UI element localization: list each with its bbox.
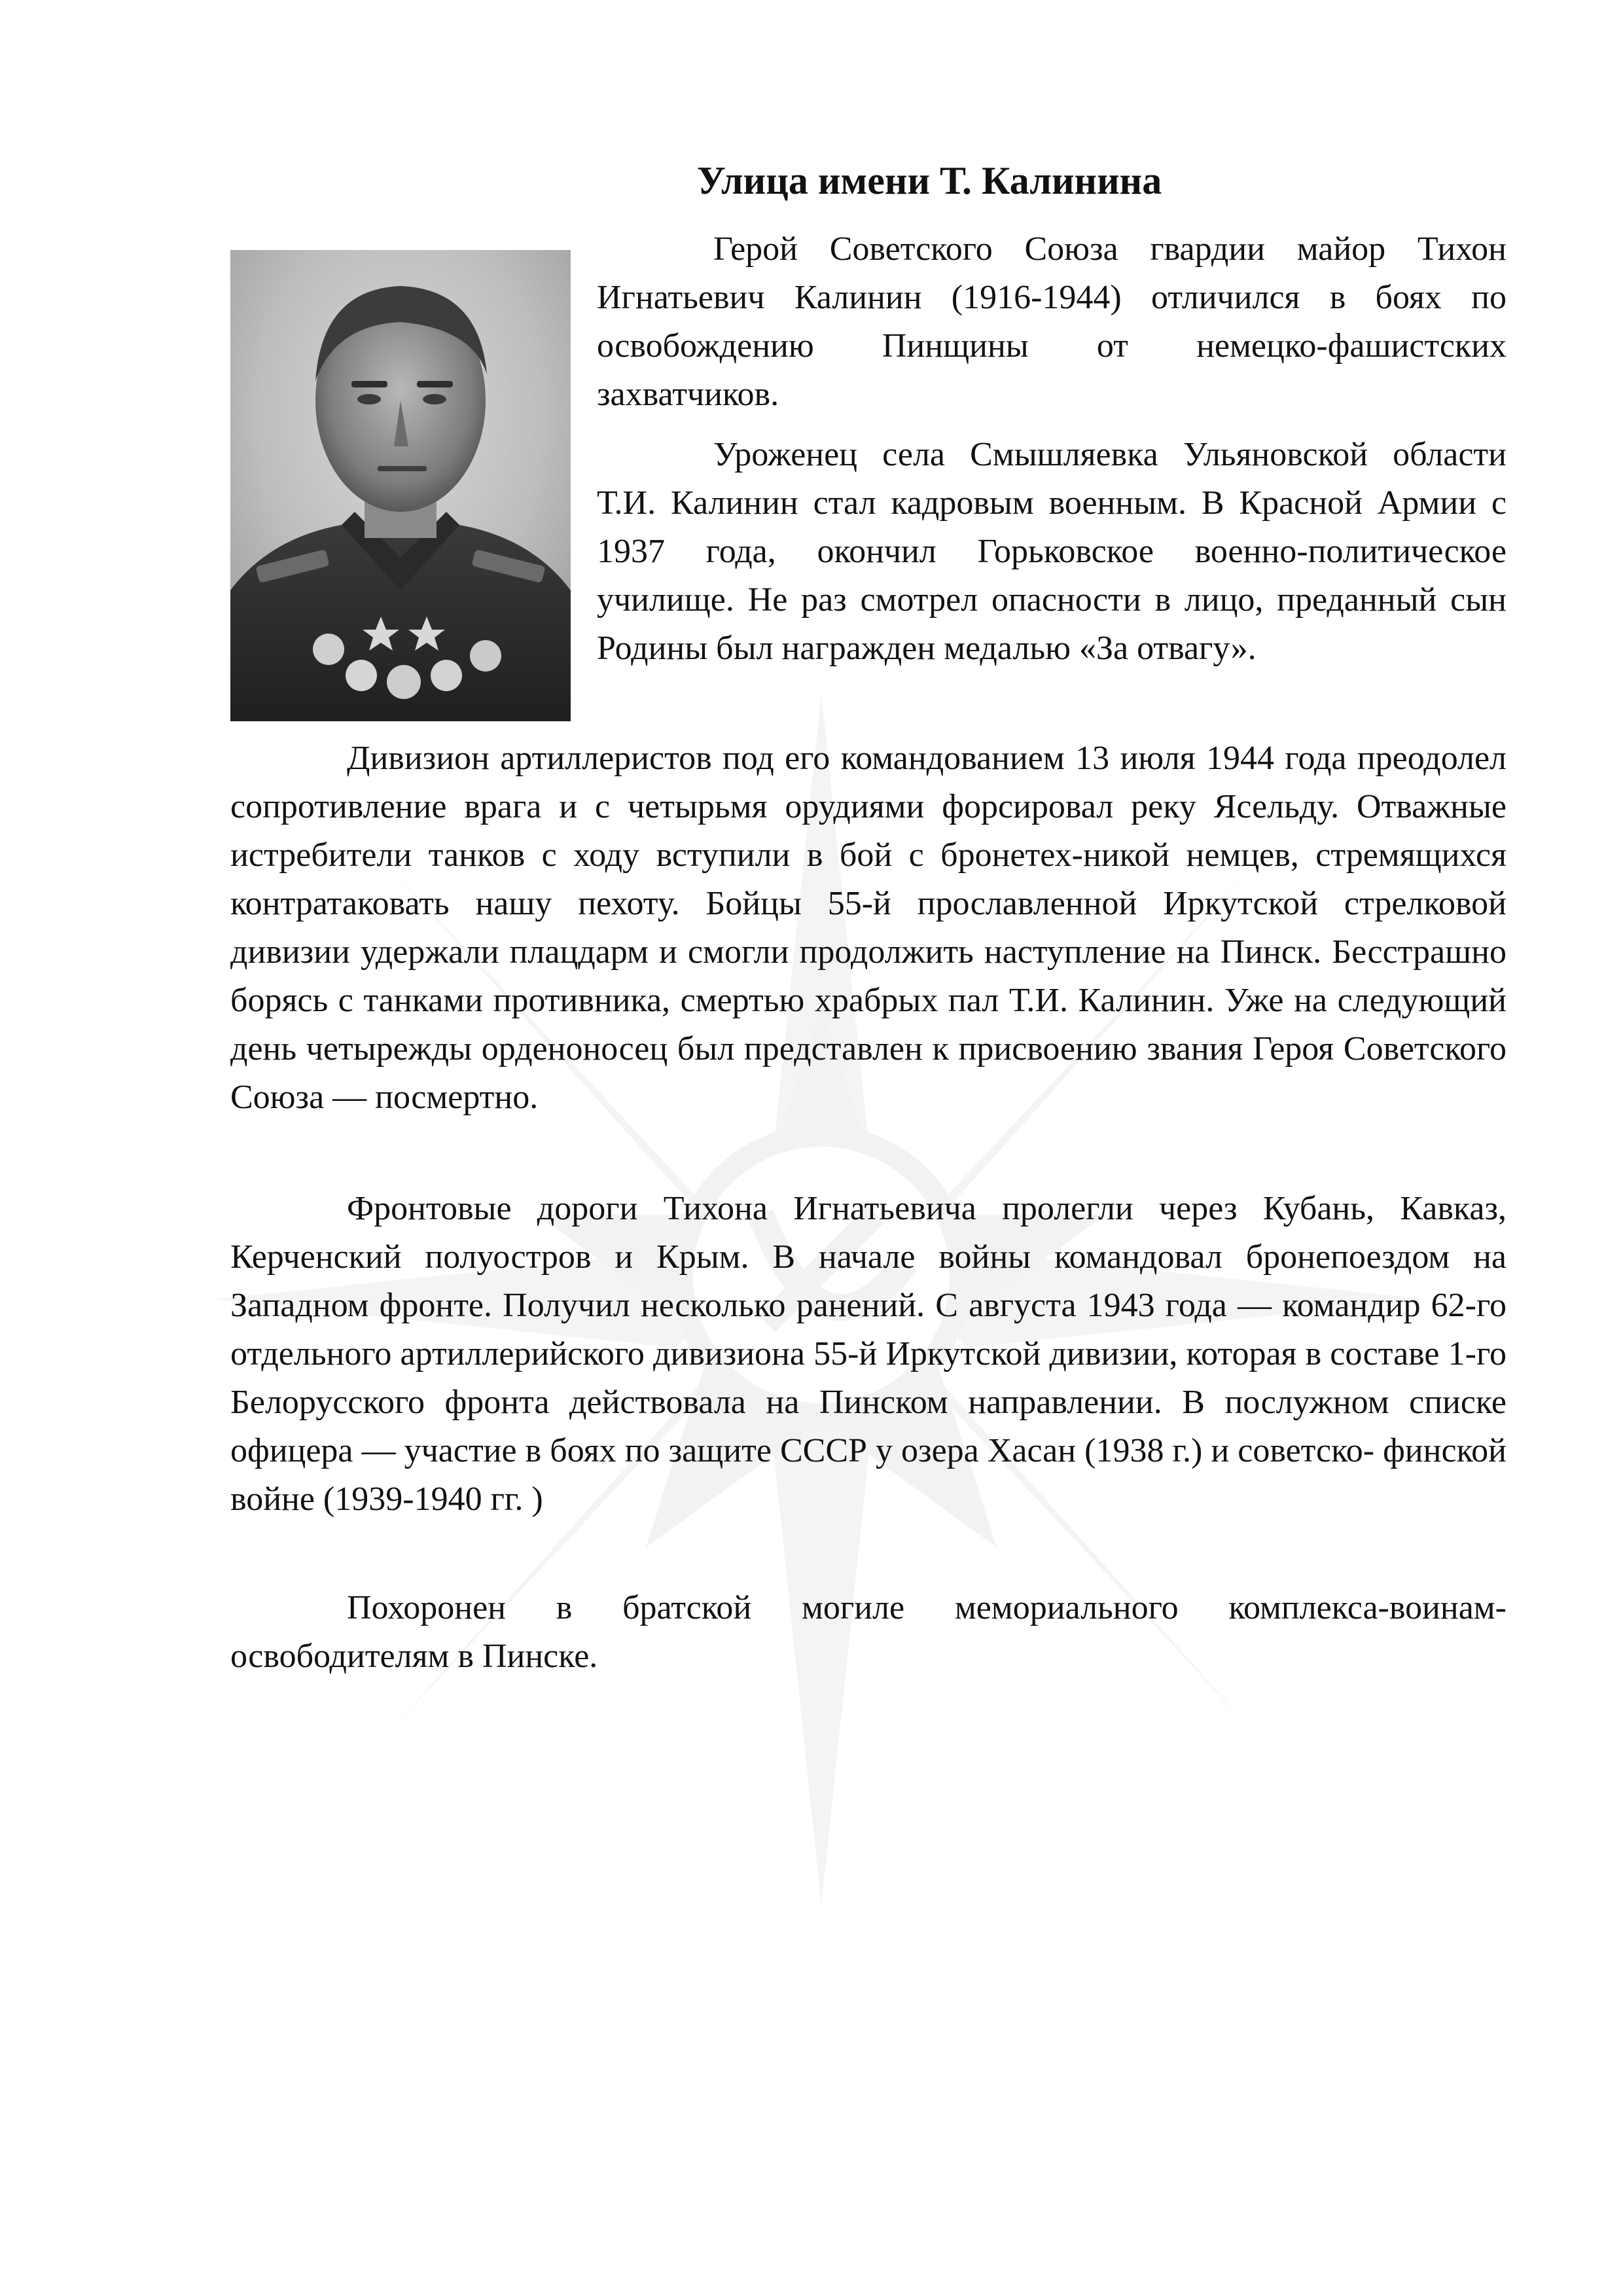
paragraph-4: Фронтовые дороги Тихона Игнатьевича пролегли через Кубань, Кавказ, Керченский полуостров и Крым. В начале войны командовал бронепоездом на Западном фронте. Получил несколько ранений. С августа 1943 года — командир 62-го отдельного артиллерийского дивизиона 55-й Иркутской дивизии, которая в составе 1-го Белорусского фронта действовала на Пинском направлении. В послужном списке офицера — участие в боях по защите СССР у озера Хасан (1938 г.) и советско- финской войне (1939-1940 гг. ) xyxy=(230,1190,1507,1518)
page-title: Улица имени Т. Калинина xyxy=(696,159,1162,202)
paragraph-3: Дивизион артиллеристов под его командованием 13 июля 1944 года преодолел сопротивление врага и с четырьмя орудиями форсировал реку Ясельду. Отважные истребители танков с ходу вступили в бой с бронетех-никой немцев, стремящихся контратаковать нашу пехоту. Бойцы 55-й прославленной Иркутской стрелковой дивизии удержали плацдарм и смогли продолжить наступление на Пинск. Бесстрашно борясь с танками противника, смертью храбрых пал Т.И. Калинин. Уже на следующий день четырежды орденоносец был представлен к присвоению звания Героя Советского Союза — посмертно. xyxy=(230,740,1507,1116)
paragraph-1: Герой Советского Союза гвардии майор Тихон Игнатьевич Калинин (1916-1944) отличился в боях по освобождению Пинщины от немецко-фашистских захватчиков. xyxy=(597,230,1507,413)
portrait-photo xyxy=(230,250,571,721)
paragraph-5: Похоронен в братской могиле мемориального комплекса-воинам-освободителям в Пинске. xyxy=(230,1589,1507,1675)
paragraph-2: Уроженец села Смышляевка Ульяновской области Т.И. Калинин стал кадровым военным. В Красной Армии с 1937 года, окончил Горьковское военно-политическое училище. Не раз смотрел опасности в лицо, преданный сын Родины был награжден медалью «За отвагу». xyxy=(597,436,1507,667)
